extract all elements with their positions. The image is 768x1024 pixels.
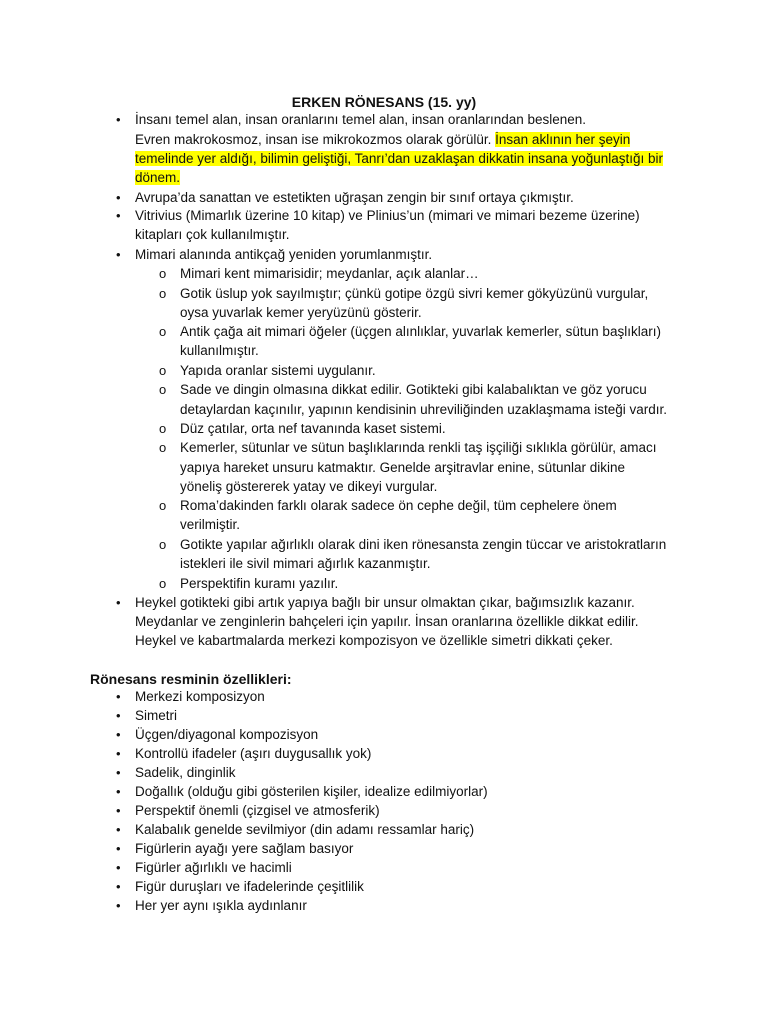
sub-bullet-icon: o [159, 440, 167, 455]
sub-list-item-line: kullanılmıştır. [180, 343, 259, 358]
sub-list-item-line: Düz çatılar, orta nef tavanında kaset sistemi. [180, 421, 446, 436]
bullet-icon: • [116, 112, 121, 127]
sub-list-item-line: Gotikte yapılar ağırlıklı olarak dini iken rönesansta zengin tüccar ve aristokratların [180, 537, 667, 552]
list-item: Figürler ağırlıklı ve hacimli [135, 860, 292, 875]
list-item-line [135, 150, 688, 169]
bullet-icon: • [116, 860, 121, 875]
sub-bullet-icon: o [159, 363, 167, 378]
list-item: Figürlerin ayağı yere sağlam basıyor [135, 841, 354, 856]
sub-list-item-line: Antik çağa ait mimari öğeler (üçgen alınlıklar, yuvarlak kemerler, sütun başlıkları) [180, 324, 661, 339]
list-item: Doğallık (olduğu gibi gösterilen kişiler, idealize edilmiyorlar) [135, 784, 488, 799]
sub-list-item-line: Perspektifin kuramı yazılır. [180, 576, 339, 591]
list-item: Kontrollü ifadeler (aşırı duygusallık yok) [135, 746, 372, 761]
sub-bullet-icon: o [159, 324, 167, 339]
sub-list-item-line: oysa yuvarlak kemer yeryüzünü gösterir. [180, 305, 422, 320]
list-item: Sadelik, dinginlik [135, 765, 236, 780]
bullet-icon: • [116, 898, 121, 913]
bullet-icon: • [116, 765, 121, 780]
list-item-line [135, 169, 688, 188]
list-item: Her yer aynı ışıkla aydınlanır [135, 898, 307, 913]
section-heading: Rönesans resminin özellikleri: [90, 671, 292, 687]
list-item-line: kitapları çok kullanılmıştır. [135, 227, 290, 242]
highlighted-text: temelinde yer aldığı, bilimin geliştiği, Tanrı’dan uzaklaşan dikkatin insana yoğunlaştığı bir [135, 151, 664, 166]
bullet-icon: • [116, 822, 121, 837]
sub-bullet-icon: o [159, 286, 167, 301]
list-item-line: Vitrivius (Mimarlık üzerine 10 kitap) ve Plinius’un (mimari ve mimari bezeme üzerine) [135, 208, 640, 223]
list-item-line: Avrupa’da sanattan ve estetikten uğraşan zengin bir sınıf ortaya çıkmıştır. [135, 190, 574, 205]
sub-list-item-line: yapıya hareket unsuru katmaktır. Genelde arşitravlar enine, sütunlar dikine [180, 460, 625, 475]
list-item: Merkezi komposizyon [135, 689, 265, 704]
bullet-icon: • [116, 784, 121, 799]
page-title: ERKEN RÖNESANS (15. yy) [291, 94, 477, 110]
list-item-line [135, 131, 688, 150]
sub-list-item-line: Mimari kent mimarisidir; meydanlar, açık alanlar… [180, 266, 479, 281]
sub-list-item-line: Kemerler, sütunlar ve sütun başlıklarında renkli taş işçiliği sıklıkla görülür, amacı [180, 440, 657, 455]
sub-list-item-line: verilmiştir. [180, 517, 240, 532]
sub-list-item-line: Gotik üslup yok sayılmıştır; çünkü gotipe özgü sivri kemer gökyüzünü vurgular, [180, 286, 649, 301]
sub-bullet-icon: o [159, 382, 167, 397]
bullet-icon: • [116, 879, 121, 894]
bullet-icon: • [116, 595, 121, 610]
sub-list-item-line: detaylardan kaçınılır, yapının kendisinin uhreviliğinden uzaklaşmama isteği vardır. [180, 402, 668, 417]
sub-list-item-line: istekleri ile sivil mimari ağırlık kazanmıştır. [180, 556, 431, 571]
bullet-icon: • [116, 689, 121, 704]
list-item: Perspektif önemli (çizgisel ve atmosferik) [135, 803, 380, 818]
list-item-line: Heykel gotikteki gibi artık yapıya bağlı bir unsur olmaktan çıkar, bağımsızlık kazanır. [135, 595, 635, 610]
sub-list-item-line: yöneliş göstererek yatay ve dikeyi vurgular. [180, 479, 438, 494]
sub-bullet-icon: o [159, 266, 167, 281]
list-item-line: Mimari alanında antikçağ yeniden yorumlanmıştır. [135, 247, 433, 262]
sub-list-item-line: Sade ve dingin olmasına dikkat edilir. Gotikteki gibi kalabalıktan ve göz yorucu [180, 382, 647, 397]
bullet-icon: • [116, 208, 121, 223]
sub-bullet-icon: o [159, 421, 167, 436]
highlighted-text: dönem. [135, 170, 181, 185]
list-item-line: Meydanlar ve zenginlerin bahçeleri için yapılır. İnsan oranlarına özellikle dikkat edilir. [135, 614, 639, 629]
bullet-icon: • [116, 746, 121, 761]
sub-list-item-line: Roma’dakinden farklı olarak sadece ön cephe değil, tüm cephelere önem [180, 498, 617, 513]
bullet-icon: • [116, 190, 121, 205]
list-item-line: İnsanı temel alan, insan oranlarını temel alan, insan oranlarından beslenen. [135, 112, 587, 127]
sub-bullet-icon: o [159, 576, 167, 591]
bullet-icon: • [116, 708, 121, 723]
list-item: Kalabalık genelde sevilmiyor (din adamı ressamlar hariç) [135, 822, 475, 837]
list-item-line: Heykel ve kabartmalarda merkezi kompozisyon ve özellikle simetri dikkati çeker. [135, 633, 613, 648]
list-item: Simetri [135, 708, 178, 723]
text-run: Evren makrokosmoz, insan ise mikrokozmos olarak görülür. [135, 132, 492, 147]
sub-list-item-line: Yapıda oranlar sistemi uygulanır. [180, 363, 376, 378]
bullet-icon: • [116, 727, 121, 742]
bullet-icon: • [116, 803, 121, 818]
sub-bullet-icon: o [159, 498, 167, 513]
list-item: Üçgen/diyagonal kompozisyon [135, 727, 319, 742]
bullet-icon: • [116, 841, 121, 856]
highlighted-text: İnsan aklının her şeyin [495, 132, 631, 147]
list-item: Figür duruşları ve ifadelerinde çeşitlilik [135, 879, 364, 894]
sub-bullet-icon: o [159, 537, 167, 552]
bullet-icon: • [116, 247, 121, 262]
